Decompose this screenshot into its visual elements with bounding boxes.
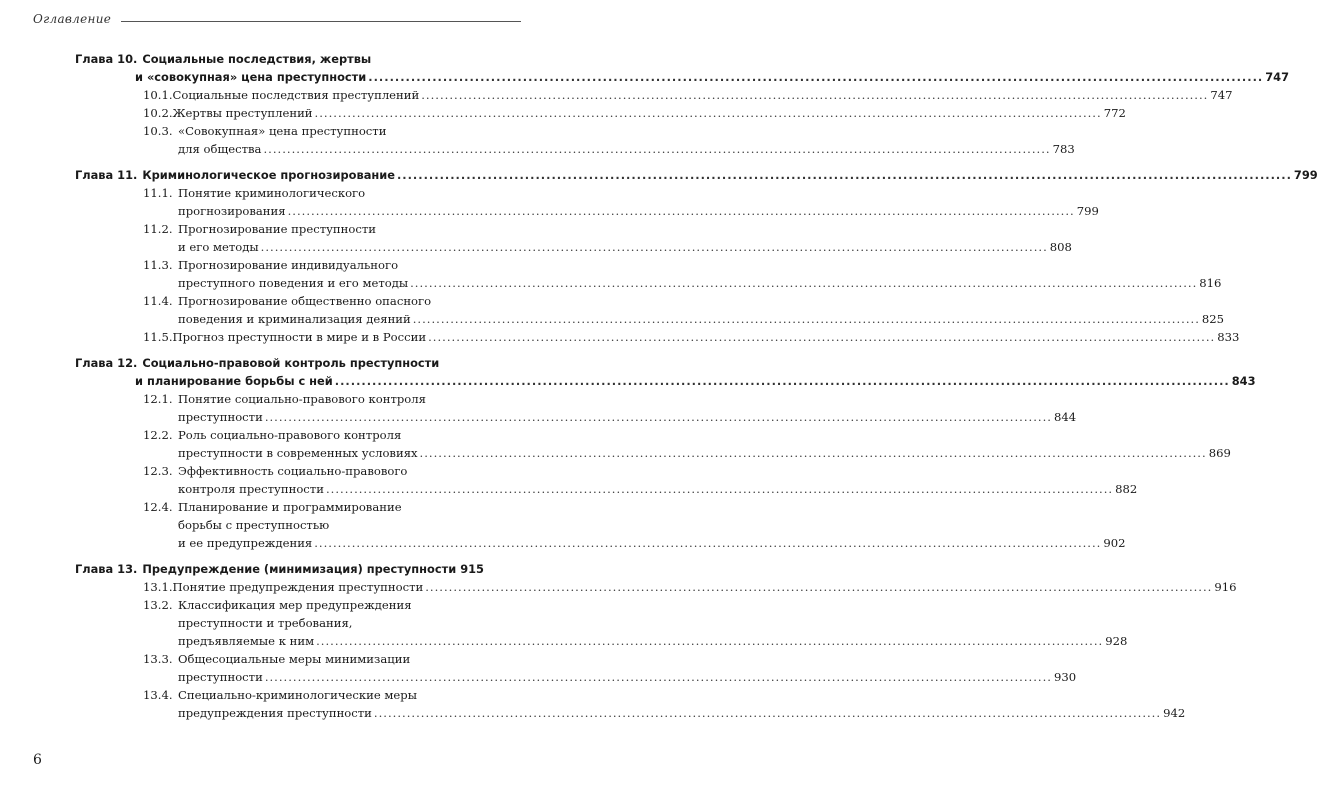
- leader-dots: [420, 444, 1207, 462]
- section-entry-line[interactable]: [75, 310, 1225, 328]
- section-page: 869: [1208, 446, 1231, 460]
- section-title[interactable]: Понятие предупреждения преступности: [172, 580, 424, 594]
- section-title[interactable]: Социальные последствия преступлений: [172, 88, 420, 102]
- section-entry-line[interactable]: [75, 104, 1126, 122]
- chapter-title[interactable]: и планирование борьбы с ней: [135, 374, 333, 388]
- section-entry-line[interactable]: [75, 426, 470, 444]
- section-page: 833: [1217, 330, 1240, 344]
- section-entry-line[interactable]: [75, 238, 1072, 256]
- section-entry-line[interactable]: [75, 220, 470, 238]
- chapter-title[interactable]: и «совокупная» цена преступности: [135, 70, 367, 84]
- section-title[interactable]: предупреждения преступности: [178, 706, 372, 720]
- section-entry-line[interactable]: [75, 408, 1077, 426]
- toc-chapter: [75, 166, 1318, 346]
- leader-dots: [425, 578, 1212, 596]
- section-number: 10.1.: [143, 88, 173, 102]
- section-page: 928: [1105, 634, 1128, 648]
- chapter-heading-line[interactable]: [75, 560, 484, 578]
- section-entry-line[interactable]: [75, 516, 470, 534]
- table-of-contents: [75, 50, 1318, 730]
- section-title[interactable]: и ее предупреждения: [178, 536, 313, 550]
- section-entry-line[interactable]: [75, 498, 470, 516]
- section-entry-line[interactable]: [75, 140, 1075, 158]
- section-title[interactable]: Классификация мер предупреждения: [178, 598, 412, 612]
- section-page: 902: [1103, 536, 1126, 550]
- section-entry-line[interactable]: [75, 704, 1186, 722]
- section-title[interactable]: Прогноз преступности в мире и в России: [172, 330, 427, 344]
- leader-dots: [314, 534, 1101, 552]
- leader-dots: [261, 238, 1048, 256]
- leader-dots: [397, 166, 1292, 184]
- section-number: 11.1.: [143, 186, 173, 200]
- header-rule: [121, 21, 521, 22]
- section-number: 13.2.: [143, 598, 173, 612]
- page-number: 6: [33, 752, 42, 768]
- section-number: 11.4.: [143, 294, 173, 308]
- section-title[interactable]: Эффективность социально-правового: [178, 464, 408, 478]
- section-page: 930: [1053, 670, 1077, 684]
- section-title[interactable]: Планирование и программирование: [178, 500, 402, 514]
- section-entry-line[interactable]: [75, 650, 470, 668]
- section-number: 12.1.: [143, 392, 173, 406]
- leader-dots: [326, 480, 1113, 498]
- leader-dots: [428, 328, 1215, 346]
- chapter-heading-line[interactable]: [75, 354, 470, 372]
- leader-dots: [374, 704, 1161, 722]
- leader-dots: [316, 632, 1103, 650]
- section-page: 942: [1163, 706, 1186, 720]
- section-number: 12.3.: [143, 464, 173, 478]
- section-entry-line[interactable]: [75, 184, 470, 202]
- section-title[interactable]: Прогнозирование преступности: [178, 222, 376, 236]
- section-title[interactable]: Понятие криминологического: [178, 186, 366, 200]
- section-entry-line[interactable]: [75, 86, 1233, 104]
- section-title[interactable]: преступности: [178, 410, 263, 424]
- section-page: 916: [1214, 580, 1237, 594]
- section-title[interactable]: контроля преступности: [178, 482, 324, 496]
- chapter-title[interactable]: Социально-правовой контроль преступности: [142, 356, 440, 370]
- chapter-label: Глава 13.: [75, 562, 138, 576]
- leader-dots: [421, 86, 1208, 104]
- section-number: 10.3.: [143, 124, 173, 138]
- chapter-title[interactable]: Криминологическое прогнозирование: [142, 168, 395, 182]
- section-entry-line[interactable]: [75, 614, 470, 632]
- chapter-page: 915: [460, 562, 484, 576]
- chapter-page: 747: [1265, 70, 1290, 84]
- section-entry-line[interactable]: [75, 274, 1222, 292]
- section-number: 13.3.: [143, 652, 173, 666]
- section-entry-line[interactable]: [75, 444, 1231, 462]
- section-title[interactable]: предъявляемые к ним: [178, 634, 315, 648]
- section-entry-line[interactable]: [75, 122, 470, 140]
- section-number: 11.3.: [143, 258, 173, 272]
- section-number: 11.2.: [143, 222, 173, 236]
- section-title[interactable]: Общесоциальные меры минимизации: [178, 652, 411, 666]
- chapter-label: Глава 11.: [75, 168, 138, 182]
- section-entry-line[interactable]: [75, 390, 470, 408]
- header-title: Оглавление: [33, 12, 112, 26]
- section-page: 882: [1115, 482, 1138, 496]
- section-number: 13.4.: [143, 688, 173, 702]
- chapter-page: 799: [1293, 168, 1318, 182]
- section-page: 783: [1052, 142, 1075, 156]
- section-entry-line[interactable]: [75, 686, 470, 704]
- running-header: [33, 12, 521, 26]
- leader-dots: [315, 104, 1102, 122]
- section-title[interactable]: борьбы с преступностью: [178, 518, 330, 532]
- section-title[interactable]: преступности и требования,: [178, 616, 353, 630]
- section-number: 13.1.: [143, 580, 173, 594]
- chapter-heading-line[interactable]: [75, 68, 1290, 86]
- toc-chapter: [75, 354, 1256, 552]
- section-title[interactable]: Специально-криминологические меры: [178, 688, 417, 702]
- section-number: 12.4.: [143, 500, 173, 514]
- leader-dots: [413, 310, 1200, 328]
- section-entry-line[interactable]: [75, 578, 1237, 596]
- leader-dots: [265, 668, 1052, 686]
- chapter-heading-line[interactable]: [75, 50, 470, 68]
- section-page: 799: [1076, 204, 1099, 218]
- section-entry-line[interactable]: [75, 202, 1099, 220]
- section-title[interactable]: Роль социально-правового контроля: [178, 428, 402, 442]
- section-title[interactable]: преступности: [178, 670, 263, 684]
- section-entry-line[interactable]: [75, 534, 1126, 552]
- section-entry-line[interactable]: [75, 462, 470, 480]
- leader-dots: [265, 408, 1052, 426]
- leader-dots: [335, 372, 1230, 390]
- chapter-label: Глава 10.: [75, 52, 138, 66]
- section-title[interactable]: и его методы: [178, 240, 259, 254]
- section-page: 772: [1103, 106, 1126, 120]
- section-entry-line[interactable]: [75, 256, 470, 274]
- section-entry-line[interactable]: [75, 632, 1128, 650]
- section-entry-line[interactable]: [75, 668, 1077, 686]
- section-entry-line[interactable]: [75, 292, 470, 310]
- chapter-label: Глава 12.: [75, 356, 138, 370]
- leader-dots: [263, 140, 1050, 158]
- chapter-page: 843: [1231, 374, 1256, 388]
- toc-chapter: [75, 560, 1237, 722]
- section-page: 844: [1053, 410, 1077, 424]
- section-title[interactable]: преступного поведения и его методы: [178, 276, 409, 290]
- chapter-title[interactable]: Предупреждение (минимизация) преступности: [142, 562, 457, 576]
- section-entry-line[interactable]: [75, 480, 1138, 498]
- section-page: 816: [1199, 276, 1222, 290]
- section-title[interactable]: Прогнозирование индивидуального: [178, 258, 399, 272]
- leader-dots: [368, 68, 1263, 86]
- section-title[interactable]: Понятие социально-правового контроля: [178, 392, 426, 406]
- section-title[interactable]: преступности в современных условиях: [178, 446, 418, 460]
- section-number: 10.2.: [143, 106, 173, 120]
- section-entry-line[interactable]: [75, 328, 1240, 346]
- section-title[interactable]: Прогнозирование общественно опасного: [178, 294, 432, 308]
- toc-chapter: [75, 50, 1290, 158]
- section-number: 12.2.: [143, 428, 173, 442]
- leader-dots: [288, 202, 1075, 220]
- chapter-title[interactable]: Социальные последствия, жертвы: [142, 52, 372, 66]
- section-entry-line[interactable]: [75, 596, 470, 614]
- leader-dots: [410, 274, 1197, 292]
- section-page: 808: [1049, 240, 1072, 254]
- section-title[interactable]: для общества: [178, 142, 262, 156]
- section-page: 747: [1210, 88, 1233, 102]
- section-title[interactable]: «Совокупная» цена преступности: [178, 124, 387, 138]
- section-title[interactable]: поведения и криминализация деяний: [178, 312, 411, 326]
- chapter-heading-line[interactable]: [75, 372, 1256, 390]
- section-number: 11.5.: [143, 330, 173, 344]
- chapter-heading-line[interactable]: [75, 166, 1318, 184]
- section-page: 825: [1201, 312, 1225, 326]
- section-title[interactable]: прогнозирования: [178, 204, 286, 218]
- section-title[interactable]: Жертвы преступлений: [172, 106, 313, 120]
